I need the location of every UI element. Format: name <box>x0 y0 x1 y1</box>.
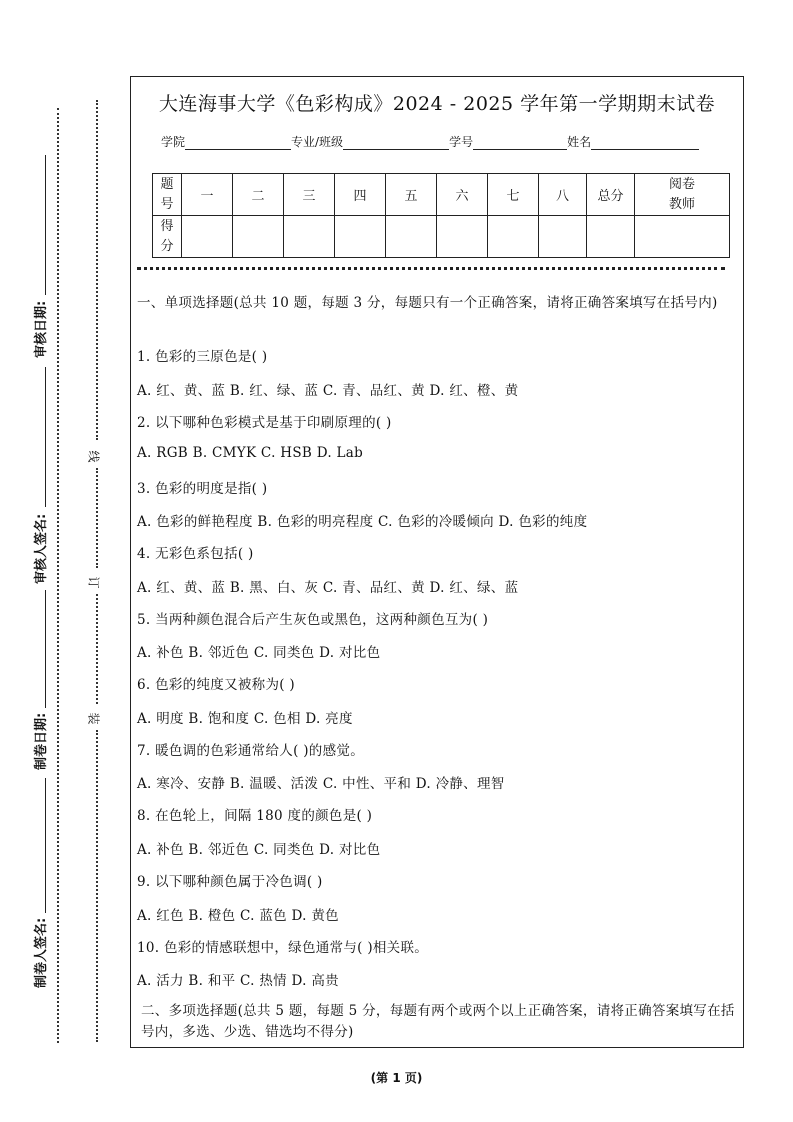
student-id-label: 学号 <box>449 135 474 149</box>
header-cell: 八 <box>539 174 587 216</box>
question-1: 1. 色彩的三原色是( ) <box>137 349 268 365</box>
options-2: A. RGB B. CMYK C. HSB D. Lab <box>137 445 364 461</box>
question-4: 4. 无彩色系包括( ) <box>137 546 254 562</box>
score-cell[interactable] <box>587 216 635 258</box>
bind-char-zhuang: 装 <box>86 712 101 725</box>
header-cell: 四 <box>335 174 386 216</box>
binding-dotted-line-low <box>96 594 98 704</box>
reviewer-sign-label: 审核人签名: <box>34 513 49 584</box>
bind-char-ding: 订 <box>86 576 101 589</box>
score-cell[interactable] <box>635 216 730 258</box>
exam-frame <box>130 76 744 1048</box>
score-cell[interactable] <box>182 216 233 258</box>
question-2: 2. 以下哪种色彩模式是基于印刷原理的( ) <box>137 415 392 431</box>
make-date-line <box>45 590 46 708</box>
college-label: 学院 <box>161 135 186 149</box>
options-8: A. 补色 B. 邻近色 C. 同类色 D. 对比色 <box>137 842 381 858</box>
header-cell: 六 <box>437 174 488 216</box>
exam-title: 大连海事大学《色彩构成》2024 - 2025 学年第一学期期末试卷 <box>158 93 716 115</box>
header-total: 总分 <box>587 174 635 216</box>
student-info-row <box>161 133 699 150</box>
score-cell[interactable] <box>335 216 386 258</box>
question-10: 10. 色彩的情感联想中，绿色通常与( )相关联。 <box>137 940 429 956</box>
options-3: A. 色彩的鲜艳程度 B. 色彩的明亮程度 C. 色彩的冷暖倾向 D. 色彩的纯度 <box>137 514 588 530</box>
options-4: A. 红、黄、蓝 B. 黑、白、灰 C. 青、品红、黄 D. 红、绿、蓝 <box>137 580 519 596</box>
score-cell[interactable] <box>539 216 587 258</box>
header-question-number: 题 号 <box>153 174 182 216</box>
header-cell: 一 <box>182 174 233 216</box>
name-field[interactable] <box>591 137 699 150</box>
binding-dotted-line-top <box>96 100 98 440</box>
options-5: A. 补色 B. 邻近色 C. 同类色 D. 对比色 <box>137 645 381 661</box>
reviewer-sign-line <box>45 367 46 507</box>
maker-sign-line <box>45 778 46 913</box>
score-cell[interactable] <box>233 216 284 258</box>
major-field[interactable] <box>343 137 449 150</box>
score-row-label: 得 分 <box>153 216 182 258</box>
maker-sign-label: 制卷人签名: <box>34 917 49 988</box>
binding-dotted-line-mid <box>96 468 98 568</box>
header-cell: 三 <box>284 174 335 216</box>
college-field[interactable] <box>185 137 291 150</box>
score-cell[interactable] <box>284 216 335 258</box>
question-3: 3. 色彩的明度是指( ) <box>137 481 268 497</box>
review-date-line <box>45 155 46 295</box>
section-separator <box>137 267 725 270</box>
score-cell[interactable] <box>386 216 437 258</box>
name-label: 姓名 <box>567 135 592 149</box>
options-6: A. 明度 B. 饱和度 C. 色相 D. 亮度 <box>137 711 353 727</box>
question-8: 8. 在色轮上，间隔 180 度的颜色是( ) <box>137 808 373 824</box>
make-date-label: 制卷日期: <box>34 712 49 770</box>
student-id-field[interactable] <box>473 137 567 150</box>
question-5: 5. 当两种颜色混合后产生灰色或黑色，这两种颜色互为( ) <box>137 612 489 628</box>
options-7: A. 寒冷、安静 B. 温暖、活泼 C. 中性、平和 D. 冷静、理智 <box>137 776 505 792</box>
score-cell[interactable] <box>437 216 488 258</box>
question-9: 9. 以下哪种颜色属于冷色调( ) <box>137 874 323 890</box>
review-date-label: 审核日期: <box>34 300 49 358</box>
page-number: (第 1 页) <box>370 1071 423 1085</box>
section2-heading: 二、多项选择题(总共 5 题，每题 5 分，每题有两个或两个以上正确答案，请将正确答案填写在括号内，多选、少选、错选均不得分) <box>141 1003 735 1040</box>
outer-dotted-line <box>57 108 59 1043</box>
score-row <box>153 216 730 258</box>
header-cell: 二 <box>233 174 284 216</box>
question-6: 6. 色彩的纯度又被称为( ) <box>137 677 295 693</box>
header-cell: 七 <box>488 174 539 216</box>
question-7: 7. 暖色调的色彩通常给人( )的感觉。 <box>137 743 364 759</box>
binding-dotted-line-bottom <box>96 730 98 1042</box>
bind-char-xian: 线 <box>86 450 101 463</box>
score-cell[interactable] <box>488 216 539 258</box>
score-table-header <box>153 174 730 216</box>
section1-heading: 一、单项选择题(总共 10 题，每题 3 分，每题只有一个正确答案，请将正确答案填写在括号内) <box>137 295 718 311</box>
header-cell: 五 <box>386 174 437 216</box>
options-10: A. 活力 B. 和平 C. 热情 D. 高贵 <box>137 973 339 989</box>
score-table <box>152 173 730 258</box>
options-1: A. 红、黄、蓝 B. 红、绿、蓝 C. 青、品红、黄 D. 红、橙、黄 <box>137 383 519 399</box>
header-grader: 阅卷 教师 <box>635 174 730 216</box>
options-9: A. 红色 B. 橙色 C. 蓝色 D. 黄色 <box>137 908 339 924</box>
major-label: 专业/班级 <box>291 135 344 149</box>
